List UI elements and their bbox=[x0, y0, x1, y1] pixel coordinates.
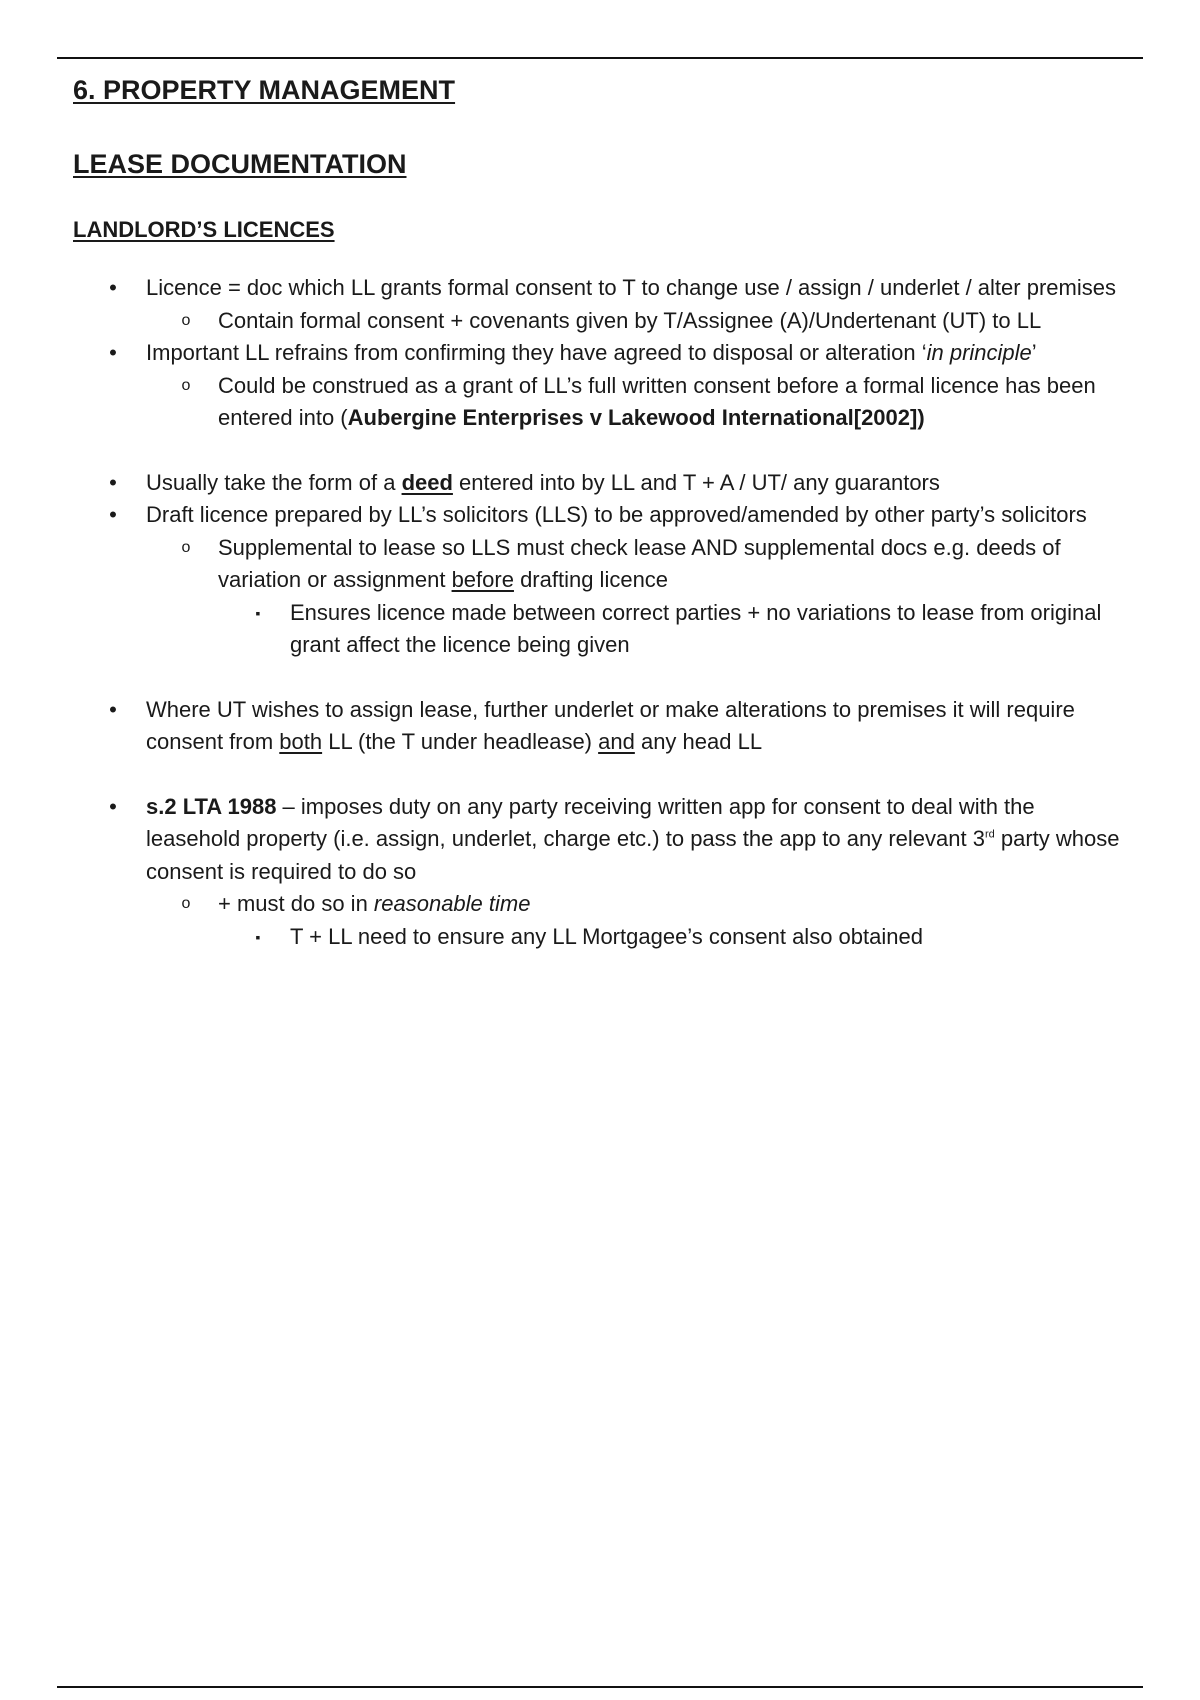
list-item bbox=[73, 921, 1133, 954]
bullet-icon: • bbox=[109, 469, 117, 495]
emphasis-before: before bbox=[451, 567, 514, 592]
item-text: Important LL refrains from confirming they have agreed to disposal or alteration ‘ bbox=[146, 340, 927, 365]
bullet-icon: • bbox=[109, 275, 117, 300]
item-text: party whose consent is required to do so bbox=[146, 826, 1120, 884]
list-item bbox=[73, 305, 1133, 338]
item-text: entered into by LL and T + A / UT/ any guarantors bbox=[452, 469, 940, 495]
list-item bbox=[73, 272, 1133, 305]
square-bullet-icon: ▪ bbox=[255, 604, 261, 621]
list-item bbox=[73, 370, 1133, 435]
subsection-heading: LANDLORD’S LICENCES bbox=[73, 217, 335, 242]
document-page bbox=[73, 70, 1133, 953]
emphasis-deed: deed bbox=[401, 469, 453, 495]
item-text: Draft licence prepared by LL’s solicitors (LLS) to be approved/amended by other party’s solicitors bbox=[146, 502, 1087, 527]
ordinal-suffix: rd bbox=[984, 828, 995, 841]
spacer bbox=[73, 662, 1133, 694]
sub-bullet-icon: o bbox=[181, 895, 191, 912]
item-italic-text: reasonable time bbox=[373, 891, 531, 916]
item-text: Could be construed as a grant of LL’s full written consent before a formal licence has been entered into ( bbox=[218, 372, 1096, 430]
list-item bbox=[73, 532, 1133, 597]
case-citation: Aubergine Enterprises v Lakewood International[2002]) bbox=[347, 405, 925, 430]
top-rule bbox=[57, 57, 1143, 59]
item-text: Contain formal consent + covenants given by T/Assignee (A)/Undertenant (UT) to LL bbox=[218, 307, 1042, 333]
list-item bbox=[73, 597, 1133, 662]
statute-reference: s.2 LTA 1988 bbox=[146, 793, 277, 819]
bullet-icon: • bbox=[109, 340, 117, 365]
spacer bbox=[73, 759, 1133, 791]
item-italic-text: in principle bbox=[926, 340, 1032, 365]
bottom-rule bbox=[57, 1686, 1143, 1688]
bullet-icon: • bbox=[109, 696, 117, 722]
sub-bullet-icon: o bbox=[181, 311, 191, 329]
bullet-icon: • bbox=[109, 502, 117, 527]
item-text: T + LL need to ensure any LL Mortgagee’s consent also obtained bbox=[290, 923, 923, 949]
item-text: drafting licence bbox=[513, 567, 669, 592]
emphasis-both: both bbox=[279, 729, 323, 754]
section-heading: LEASE DOCUMENTATION bbox=[73, 149, 407, 179]
list-item bbox=[73, 467, 1133, 500]
bullet-icon: • bbox=[109, 793, 117, 819]
item-text: Where UT wishes to assign lease, further underlet or make alterations to premises it will require consent from bbox=[146, 696, 1075, 754]
item-text: any head LL bbox=[634, 729, 763, 754]
list-item bbox=[73, 791, 1133, 889]
spacer bbox=[73, 435, 1133, 467]
item-text: ’ bbox=[1031, 340, 1037, 365]
list-item bbox=[73, 694, 1133, 759]
list-item bbox=[73, 337, 1133, 370]
item-text: Supplemental to lease so LLS must check lease AND supplemental docs e.g. deeds of variation or assignment bbox=[218, 534, 1061, 592]
item-text: + must do so in bbox=[218, 891, 374, 916]
document-title: 6. PROPERTY MANAGEMENT bbox=[73, 75, 456, 105]
list-item bbox=[73, 499, 1133, 532]
item-text: – imposes duty on any party receiving written app for consent to deal with the leasehold property (i.e. assign, underlet, charge etc.) to pass the app to any relevant 3 bbox=[146, 793, 1035, 851]
list-item bbox=[73, 888, 1133, 921]
item-text: Usually take the form of a bbox=[146, 469, 402, 495]
item-text: LL (the T under headlease) bbox=[322, 729, 599, 754]
square-bullet-icon: ▪ bbox=[255, 928, 261, 945]
item-text: Ensures licence made between correct parties + no variations to lease from original grant affect the licence being given bbox=[290, 599, 1102, 657]
item-text: Licence = doc which LL grants formal consent to T to change use / assign / underlet / alter premises bbox=[146, 275, 1116, 300]
sub-bullet-icon: o bbox=[181, 538, 191, 556]
emphasis-and: and bbox=[598, 729, 635, 754]
sub-bullet-icon: o bbox=[181, 376, 191, 394]
